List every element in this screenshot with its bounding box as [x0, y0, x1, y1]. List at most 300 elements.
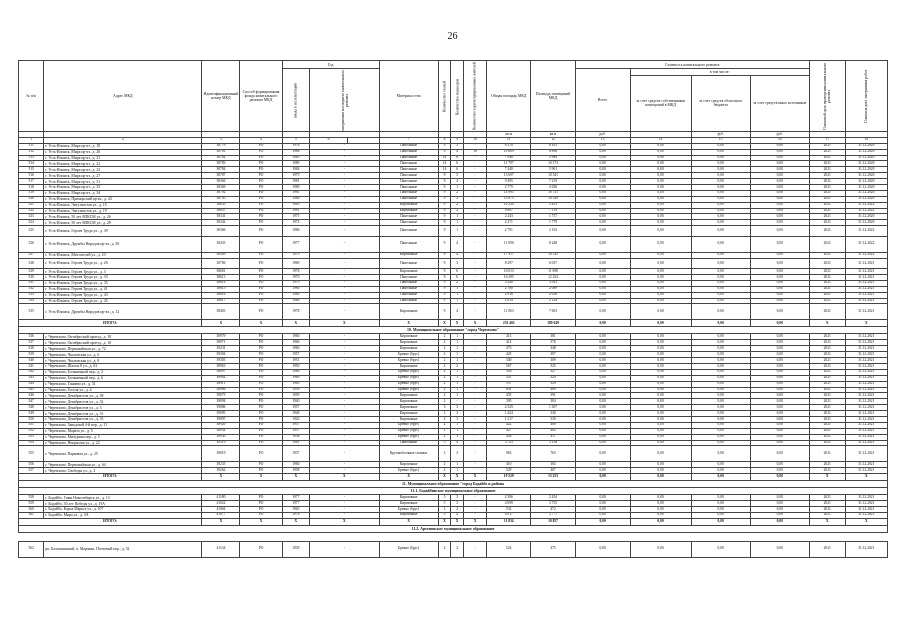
table-cell: 0,00 — [691, 155, 750, 161]
table-cell: 2 — [451, 541, 464, 557]
table-cell: 2021 — [809, 161, 845, 167]
address-cell: г. Усть-Илимск, Героев Труда ул., д. 35 — [44, 280, 202, 286]
table-cell: 2021 — [809, 501, 845, 507]
table-cell: 0,00 — [691, 512, 750, 518]
table-cell: 0,00 — [691, 411, 750, 417]
table-cell: 1960 — [282, 462, 309, 468]
address-cell: г. Черемхово, Октябрьский проезд., д. 10 — [44, 340, 202, 346]
table-cell: Панельные — [379, 236, 438, 252]
table-cell: 0,00 — [750, 280, 809, 286]
table-cell: 9 — [438, 220, 451, 226]
table-cell: 0,00 — [575, 411, 630, 417]
table-cell: Панельные — [379, 275, 438, 281]
table-cell: 4 — [451, 149, 464, 155]
table-cell: 31.12.2021 — [845, 280, 887, 286]
table-cell: - — [463, 226, 486, 237]
total-cell: Х — [202, 320, 240, 327]
table-cell: 38342 — [202, 220, 240, 226]
table-cell: Бревно (брус) — [379, 434, 438, 440]
table-cell: 1957 — [282, 422, 309, 428]
table-cell: 0,00 — [630, 399, 691, 405]
table-cell: 9 — [438, 258, 451, 269]
table-cell: 0,00 — [750, 167, 809, 173]
table-cell: - — [463, 208, 486, 214]
table-cell: - — [463, 381, 486, 387]
table-cell: 31.12.2021 — [845, 501, 887, 507]
table-cell: 2 271 — [487, 220, 531, 226]
table-cell: 0,00 — [630, 298, 691, 304]
table-cell: Кирпичные — [379, 399, 438, 405]
table-cell: 39231 — [202, 346, 240, 352]
table-cell: 0,00 — [575, 434, 630, 440]
table-cell: 0,00 — [630, 220, 691, 226]
table-cell: 0,00 — [630, 179, 691, 185]
table-cell: 8 896 — [531, 149, 575, 155]
table-cell: Панельные — [379, 258, 438, 269]
table-cell: РО — [240, 358, 282, 364]
table-cell: 38616 — [202, 292, 240, 298]
table-cell: РО — [240, 208, 282, 214]
table-cell: 0,00 — [575, 462, 630, 468]
table-cell: 0,00 — [691, 149, 750, 155]
table-cell: 523 — [19, 214, 44, 220]
table-cell: 2021 — [809, 167, 845, 173]
table-cell: 0,00 — [630, 275, 691, 281]
table-cell: 2021 — [809, 190, 845, 196]
table-cell: - — [463, 173, 486, 179]
table-cell: 0,00 — [575, 506, 630, 512]
table-cell: Кирпичные — [379, 495, 438, 501]
table-cell: 0,00 — [630, 149, 691, 155]
table-cell: 38897 — [202, 369, 240, 375]
table-cell: - — [310, 167, 380, 173]
table-cell: РО — [240, 167, 282, 173]
table-cell: 0,00 — [750, 352, 809, 358]
table-cell: 31.12.2020 — [845, 196, 887, 202]
table-cell: 8 248 — [531, 236, 575, 252]
table-cell: 1939 — [282, 541, 309, 557]
table-cell: Кирпичные — [379, 304, 438, 320]
table-cell: 39097 — [202, 416, 240, 422]
table-cell: - — [463, 275, 486, 281]
table-cell: 0,00 — [691, 269, 750, 275]
table-cell: 0,00 — [691, 236, 750, 252]
table-cell: 9 — [438, 196, 451, 202]
table-cell: 31.12.2021 — [845, 405, 887, 411]
table-cell: 0,00 — [691, 252, 750, 258]
table-cell: 3 — [451, 258, 464, 269]
table-cell: РО — [240, 541, 282, 557]
address-cell: г. Черемхово, Свободы ул., д. 2 — [44, 468, 202, 474]
table-cell: - — [310, 202, 380, 208]
table-cell: 2 — [438, 358, 451, 364]
table-cell: 1979 — [282, 173, 309, 179]
table-cell: 1960 — [282, 369, 309, 375]
total-cell: 11 834 — [487, 518, 531, 525]
table-cell: 4 917 — [487, 512, 531, 518]
address-cell: рп. Балахнинский, п. Маракан, Почтовый пер., д. 32 — [44, 541, 202, 557]
table-cell: 5 984 — [531, 155, 575, 161]
table-cell: 1 217 — [487, 416, 531, 422]
table-cell: 0,00 — [575, 440, 630, 446]
table-cell: 841 — [487, 387, 531, 393]
table-cell: 2021 — [809, 280, 845, 286]
spacer-row — [19, 532, 888, 541]
table-cell: 0,00 — [575, 541, 630, 557]
column-number: 2 — [44, 137, 202, 143]
total-cell: 0,00 — [750, 474, 809, 481]
table-cell: 0,00 — [691, 214, 750, 220]
table-cell: 340 — [487, 358, 531, 364]
table-cell: 7 440 — [487, 167, 531, 173]
table-cell: 0,00 — [630, 155, 691, 161]
table-cell: 2021 — [809, 202, 845, 208]
table-cell: 0,00 — [575, 428, 630, 434]
table-cell: 0,00 — [750, 258, 809, 269]
address-cell: г. Черемхово, Декабристов ул., д. 3 — [44, 405, 202, 411]
table-cell: 1 757 — [531, 214, 575, 220]
table-cell: 0,00 — [630, 236, 691, 252]
table-cell: 38366 — [202, 179, 240, 185]
table-cell: - — [463, 190, 486, 196]
table-cell: 31.12.2021 — [845, 286, 887, 292]
table-cell: - — [310, 185, 380, 191]
table-cell: 2 — [438, 334, 451, 340]
table-cell: РО — [240, 405, 282, 411]
table-cell: 0,00 — [691, 220, 750, 226]
table-cell: 557 — [487, 381, 531, 387]
table-cell: 1979 — [282, 275, 309, 281]
table-cell: 1 — [451, 214, 464, 220]
table-cell: 2 — [438, 428, 451, 434]
table-cell: 0,00 — [575, 363, 630, 369]
table-cell: 2 — [451, 190, 464, 196]
table-cell: РО — [240, 298, 282, 304]
header-own: за счет средств собственников помещений в МКД — [630, 75, 691, 131]
table-cell: 384 — [531, 399, 575, 405]
table-cell: Панельные — [379, 292, 438, 298]
table-cell: 31.12.2021 — [845, 269, 887, 275]
table-cell: - — [463, 375, 486, 381]
table-cell: 0,00 — [750, 346, 809, 352]
table-cell: 1 — [451, 185, 464, 191]
table-cell: 38615 — [202, 286, 240, 292]
table-cell: 532 — [19, 286, 44, 292]
table-cell: 38963 — [202, 363, 240, 369]
unit-cell: руб. — [691, 132, 750, 138]
table-cell: 0,00 — [630, 352, 691, 358]
table-cell: 2 — [438, 381, 451, 387]
table-cell: 529 — [19, 269, 44, 275]
table-cell: 427 — [487, 428, 531, 434]
table-cell: 0,00 — [691, 196, 750, 202]
table-cell: 0,00 — [630, 269, 691, 275]
column-number: 10 — [463, 137, 486, 143]
table-cell: 0,00 — [575, 446, 630, 462]
table-cell: 527 — [19, 252, 44, 258]
table-cell: 309 — [531, 358, 575, 364]
table-cell: 324 — [531, 375, 575, 381]
table-cell: РО — [240, 226, 282, 237]
table-cell: 38369 — [202, 185, 240, 191]
table-cell: 31.12.2020 — [845, 220, 887, 226]
table-cell: - — [310, 292, 380, 298]
table-cell: - — [310, 352, 380, 358]
table-cell: 2021 — [809, 275, 845, 281]
total-cell: Х — [809, 474, 845, 481]
table-cell: 0,00 — [691, 405, 750, 411]
address-cell: г. Черемхово, Чкаловская ул., д. 8 — [44, 358, 202, 364]
table-cell: 38837 — [202, 208, 240, 214]
table-cell: Кирпичные — [379, 208, 438, 214]
table-cell: 1 307 — [531, 405, 575, 411]
table-cell: 38782 — [202, 155, 240, 161]
header-incl: в том числе: — [630, 69, 809, 76]
table-cell: 38835 — [202, 202, 240, 208]
table-cell: 0,00 — [750, 446, 809, 462]
table-cell: 0,00 — [630, 387, 691, 393]
address-cell: г. Усть-Илимск, Энтузиастов ул., д. 19 — [44, 208, 202, 214]
table-cell: 3 777 — [531, 512, 575, 518]
table-cell: Панельные — [379, 196, 438, 202]
table-cell: 0,00 — [691, 541, 750, 557]
table-cell: 2021 — [809, 226, 845, 237]
table-cell: 1956 — [282, 434, 309, 440]
table-cell: 1960 — [282, 346, 309, 352]
table-cell: 0,00 — [750, 236, 809, 252]
table-cell: РО — [240, 428, 282, 434]
table-cell: - — [463, 155, 486, 161]
table-cell: - — [463, 286, 486, 292]
table-cell: 16 013 — [487, 269, 531, 275]
address-cell: г. Черемхово, Марата ул., д. 5 — [44, 428, 202, 434]
table-cell: 0,00 — [630, 280, 691, 286]
column-number: 16 — [750, 137, 809, 143]
table-cell: - — [310, 416, 380, 422]
table-cell: 414 — [487, 340, 531, 346]
table-cell: 0,00 — [750, 292, 809, 298]
table-cell: РО — [240, 501, 282, 507]
table-cell: 2 243 — [487, 214, 531, 220]
table-cell: 2 089 — [531, 286, 575, 292]
table-cell: - — [310, 363, 380, 369]
table-cell: РО — [240, 340, 282, 346]
table-cell: Бревно (брус) — [379, 358, 438, 364]
table-cell: 0,00 — [630, 334, 691, 340]
table-cell: - — [463, 161, 486, 167]
table-cell: РО — [240, 468, 282, 474]
table-cell: - — [310, 280, 380, 286]
table-cell: - — [463, 512, 486, 518]
table-cell: 0,00 — [691, 275, 750, 281]
table-cell: 10 541 — [531, 173, 575, 179]
table-cell: 0,00 — [630, 434, 691, 440]
table-cell: 31.12.2020 — [845, 190, 887, 196]
table-cell: 6 — [451, 167, 464, 173]
total-cell: 252 402 — [487, 320, 531, 327]
table-cell: 2021 — [809, 340, 845, 346]
table-cell: 13 993 — [487, 190, 531, 196]
table-cell: 1960 — [282, 334, 309, 340]
table-cell: 0,00 — [691, 422, 750, 428]
table-cell: 1980 — [282, 185, 309, 191]
table-cell: - — [463, 405, 486, 411]
table-cell: 13 875 — [487, 196, 531, 202]
table-cell: 1 — [451, 381, 464, 387]
table-cell: 38366 — [202, 226, 240, 237]
table-cell: 2021 — [809, 393, 845, 399]
table-cell: 2021 — [809, 304, 845, 320]
table-cell: 2021 — [809, 143, 845, 149]
table-cell: 0,00 — [750, 405, 809, 411]
table-cell: 555 — [19, 446, 44, 462]
table-cell: - — [310, 214, 380, 220]
table-cell: 9 — [438, 252, 451, 258]
table-cell: 400 — [531, 422, 575, 428]
table-cell: 0,00 — [630, 363, 691, 369]
address-cell: г. Бодайбо, Карла Маркса ул., д. 107 — [44, 506, 202, 512]
table-cell: 2021 — [809, 381, 845, 387]
address-cell: г. Усть-Илимск, Мира пр-кт., д. 27 — [44, 173, 202, 179]
table-cell: РО — [240, 214, 282, 220]
table-cell: 0,00 — [691, 462, 750, 468]
table-cell: 1 — [451, 393, 464, 399]
address-cell: г. Усть-Илимск, Мира пр-кт., д. 20 — [44, 149, 202, 155]
table-cell: 1980 — [282, 292, 309, 298]
table-cell: 0,00 — [575, 468, 630, 474]
table-cell: 9 — [438, 190, 451, 196]
table-cell: 522 — [19, 208, 44, 214]
table-cell: 0,00 — [750, 495, 809, 501]
table-cell: 0,00 — [691, 292, 750, 298]
table-cell: 528 — [19, 258, 44, 269]
table-cell: 9 — [438, 292, 451, 298]
table-cell: - — [463, 446, 486, 462]
column-number: 17 — [809, 137, 845, 143]
table-cell: 558 — [19, 495, 44, 501]
table-cell: 0,00 — [630, 190, 691, 196]
table-cell: - — [310, 286, 380, 292]
table-cell: 38617 — [202, 298, 240, 304]
table-cell: 2021 — [809, 506, 845, 512]
table-cell: 0,00 — [575, 149, 630, 155]
table-cell: 2 — [451, 280, 464, 286]
total-cell: Х — [845, 474, 887, 481]
table-cell: - — [310, 387, 380, 393]
table-cell: 31.12.2021 — [845, 446, 887, 462]
table-cell: 39235 — [202, 462, 240, 468]
address-cell: г. Усть-Илимск, Мира пр-кт., д. 33 — [44, 185, 202, 191]
table-cell: 0,00 — [575, 352, 630, 358]
table-cell: 2 780 — [487, 286, 531, 292]
table-cell: 2021 — [809, 196, 845, 202]
table-cell: 9 — [438, 275, 451, 281]
table-cell: 0,00 — [750, 214, 809, 220]
table-cell: - — [463, 428, 486, 434]
table-cell: 9 — [438, 226, 451, 237]
table-cell: 348 — [531, 346, 575, 352]
section-title: 11.1. Бодайбинское муниципальное образование — [19, 488, 888, 495]
table-cell: 0,00 — [691, 258, 750, 269]
table-cell: 38943 — [202, 434, 240, 440]
table-cell: 38906 — [202, 387, 240, 393]
table-cell: 0,00 — [750, 304, 809, 320]
table-cell: Панельные — [379, 155, 438, 161]
table-cell: 0,00 — [630, 196, 691, 202]
total-cell: Х — [379, 518, 438, 525]
table-cell: 0,00 — [630, 512, 691, 518]
table-cell: Бревно (брус) — [379, 387, 438, 393]
table-cell: Кирпичные — [379, 334, 438, 340]
table-cell: 511 — [19, 143, 44, 149]
table-cell: 9 — [438, 304, 451, 320]
table-cell: 11 090 — [487, 236, 531, 252]
table-cell: РО — [240, 202, 282, 208]
table-cell: 0,00 — [630, 440, 691, 446]
table-cell: Панельные — [379, 298, 438, 304]
table-cell: 1977 — [282, 236, 309, 252]
table-cell: РО — [240, 292, 282, 298]
table-cell: 1963 — [282, 381, 309, 387]
table-cell: РО — [240, 352, 282, 358]
table-cell: - — [463, 416, 486, 422]
table-cell: 2 814 — [487, 298, 531, 304]
table-cell: 0,00 — [691, 143, 750, 149]
table-cell: 4 — [451, 512, 464, 518]
table-cell: - — [463, 411, 486, 417]
table-cell: 0,00 — [575, 375, 630, 381]
table-cell: 2021 — [809, 346, 845, 352]
table-cell: 10 234 — [487, 202, 531, 208]
total-cell: ИТОГО: — [19, 474, 202, 481]
table-cell: Бревно (брус) — [379, 468, 438, 474]
total-cell: 0,00 — [575, 518, 630, 525]
table-cell: 0,00 — [630, 541, 691, 557]
table-cell: 516 — [19, 173, 44, 179]
table-cell: 31.12.2021 — [845, 434, 887, 440]
table-cell: Панельные — [379, 280, 438, 286]
table-cell: РО — [240, 280, 282, 286]
table-cell: 7 603 — [531, 304, 575, 320]
total-cell: 0,00 — [630, 320, 691, 327]
total-cell: 0,00 — [630, 518, 691, 525]
table-cell: 1 — [451, 286, 464, 292]
table-cell: 31.12.2021 — [845, 275, 887, 281]
table-cell: 559 — [19, 501, 44, 507]
table-cell: 0,00 — [691, 369, 750, 375]
table-cell: 340 — [531, 411, 575, 417]
table-cell: 1 — [451, 369, 464, 375]
total-cell: 19 529 — [487, 474, 531, 481]
table-cell: - — [310, 512, 380, 518]
table-cell: 31.12.2022 — [845, 252, 887, 258]
address-cell: г. Усть-Илимск, Дружбы Народов пр-кт., д. 30 — [44, 236, 202, 252]
header-address: Адрес МКД — [44, 61, 202, 132]
total-cell: 0,00 — [691, 474, 750, 481]
table-cell: 9 — [438, 179, 451, 185]
table-cell: 2 — [438, 375, 451, 381]
table-cell: 31.12.2021 — [845, 375, 887, 381]
table-cell: 31.12.2021 — [845, 298, 887, 304]
table-cell: РО — [240, 440, 282, 446]
total-cell: Х — [202, 518, 240, 525]
table-cell: 2021 — [809, 214, 845, 220]
table-cell: 2 — [438, 352, 451, 358]
table-cell: 0,00 — [750, 220, 809, 226]
table-cell: 38403 — [202, 304, 240, 320]
header-material: Материал стен — [379, 61, 438, 132]
table-cell: 0,00 — [750, 468, 809, 474]
